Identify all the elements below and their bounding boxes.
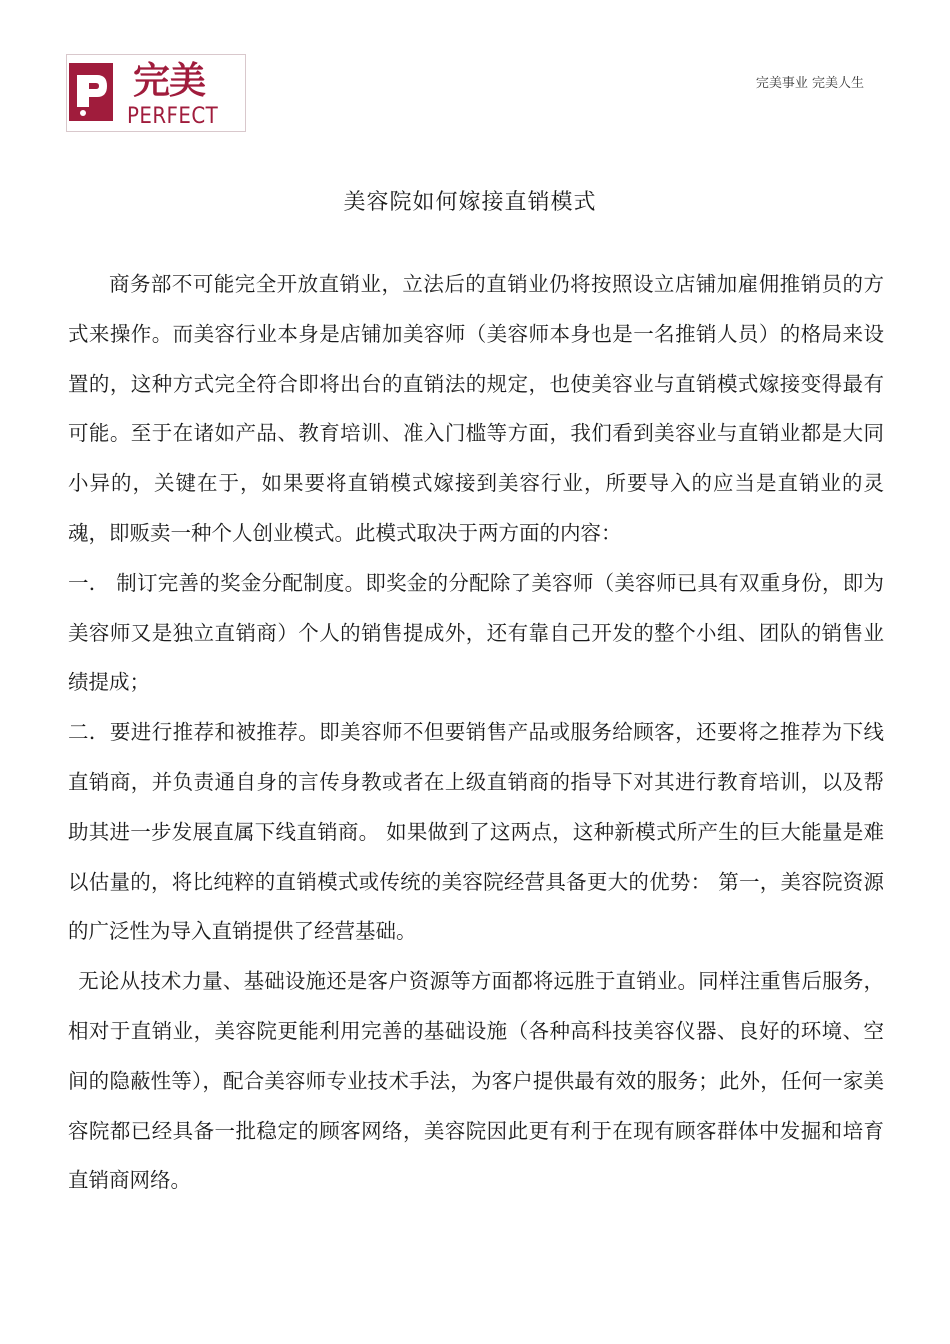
paragraph-intro: 商务部不可能完全开放直销业，立法后的直销业仍将按照设立店铺加雇佣推销员的方式来操作。而美容行业本身是店铺加美容师（美容师本身也是一名推销人员）的格局来设置的，这种方式完全符合即将出台的直销法的规定，也使美容业与直销模式嫁接变得最有可能。至于在诸如产品、教育培训、准入门槛等方面，我们看到美容业与直销业都是大同小异的，关键在于，如果要将直销模式嫁接到美容行业，所要导入的应当是直销业的灵魂，即贩卖一种个人创业模式。此模式取决于两方面的内容： [68, 272, 884, 545]
paragraph-advantages: 无论从技术力量、基础设施还是客户资源等方面都将远胜于直销业。同样注重售后服务，相对于直销业，美容院更能利用完善的基础设施（各种高科技美容仪器、良好的环境、空间的隐蔽性等），配合美容师专业技术手法，为客户提供最有效的服务；此外，任何一家美容院都已经具备一批稳定的顾客网络，美容院因此更有利于在现有顾客群体中发掘和培育直销商网络。 [68, 969, 884, 1193]
document-body [68, 260, 884, 1206]
logo-chinese-text: 完美 [133, 59, 205, 102]
paragraph-point-two: 二．要进行推荐和被推荐。即美容师不但要销售产品或服务给顾客，还要将之推荐为下线直销商，并负责通自身的言传身教或者在上级直销商的指导下对其进行教育培训，以及帮助其进一步发展直属下线直销商。 如果做到了这两点，这种新模式所产生的巨大能量是难以估量的，将比纯粹的直销模式或传统的美容院经营具备更大的优势： 第一，美容院资源的广泛性为导入直销提供了经营基础。 [68, 720, 884, 944]
paragraph-point-one: 一． 制订完善的奖金分配制度。即奖金的分配除了美容师（美容师已具有双重身份，即为美容师又是独立直销商）个人的销售提成外，还有靠自己开发的整个小组、团队的销售业绩提成； [68, 570, 884, 695]
logo-english-text: PERFECT [127, 104, 219, 129]
document-title: 美容院如何嫁接直销模式 [343, 190, 597, 215]
header-slogan: 完美事业 完美人生 [755, 76, 864, 91]
perfect-logo-mark-icon [67, 55, 127, 131]
perfect-logo [66, 54, 246, 132]
